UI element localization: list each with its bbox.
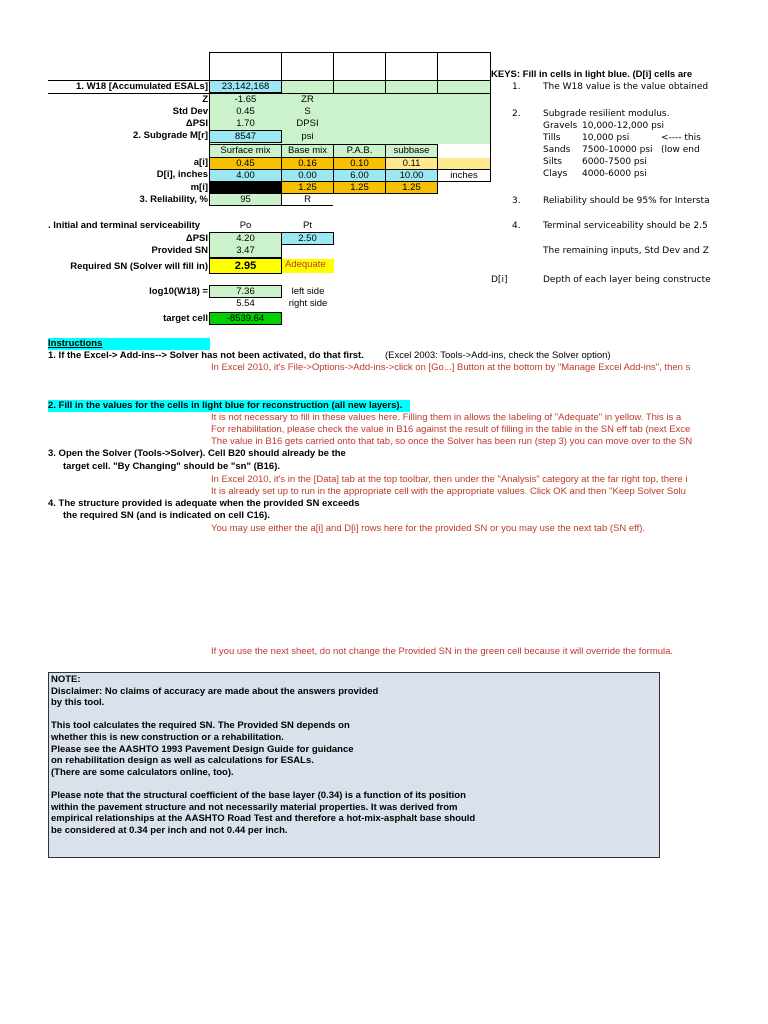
adequacy-badge: Adequate: [282, 259, 334, 273]
note-line: NOTE:: [51, 674, 81, 685]
di-label: D[i], inches: [156, 169, 208, 180]
z-label: Z: [202, 94, 208, 105]
soil-name: Silts: [543, 157, 562, 167]
dpsi-label: ΔPSI: [185, 118, 208, 129]
instruction-3: 3. Open the Solver (Tools->Solver). Cell B20 should already be the: [48, 448, 346, 459]
soil-name: Sands: [543, 145, 571, 155]
note-line: This tool calculates the required SN. The Provided SN depends on: [51, 720, 350, 732]
note-line: Please note that the structural coefficient of the base layer (0.34) is a function of its position: [51, 789, 466, 801]
grid-line: [209, 52, 491, 53]
note-line: by this tool.: [51, 697, 105, 709]
instruction-4: 4. The structure provided is adequate when the provided SN exceeds: [48, 498, 360, 509]
instruction-2: 2. Fill in the values for the cells in light blue for reconstruction (all new layers).: [48, 400, 410, 412]
provided-sn-label: Provided SN: [151, 245, 208, 256]
ai-label: a[i]: [193, 157, 208, 168]
mi-base[interactable]: 1.25: [282, 182, 333, 193]
dpsi-value[interactable]: 1.70: [236, 118, 255, 129]
soil-value: 7500-10000 psi: [582, 145, 653, 155]
instruction-3-b: target cell. "By Changing" should be "sn" (B16).: [63, 461, 281, 472]
subgrade-unit: psi: [301, 131, 314, 142]
note-line: on rehabilitation design as well as calculations for ESALs.: [51, 755, 314, 767]
instruction-2-detail-c: The value in B16 gets carried onto that tab, so once the Solver has been run (step 3) you can move over to the SN: [211, 436, 693, 447]
reliability-label: 3. Reliability, %: [139, 194, 208, 205]
mi-pab[interactable]: 1.25: [334, 182, 385, 193]
instruction-2-detail-b: For rehabilitation, please check the value in B16 against the result of filling in the table in the SN eff tab (next Exce: [211, 424, 691, 435]
serviceability-label: . Initial and terminal serviceability: [48, 220, 201, 231]
left-side-label: left side: [291, 286, 325, 297]
instructions-title: Instructions: [48, 338, 210, 350]
next-sheet-warning: If you use the next sheet, do not change the Provided SN in the green cell because it will override the formula.: [211, 646, 674, 657]
layer-header-surface: Surface mix: [210, 145, 281, 157]
soil-note: (low end: [661, 145, 700, 155]
soil-value: 10,000-12,000 psi: [582, 121, 664, 131]
soil-name: Gravels: [543, 121, 578, 131]
subgrade-input[interactable]: 8547: [209, 130, 282, 143]
po-value[interactable]: 4.20: [209, 232, 282, 245]
mi-subbase[interactable]: 1.25: [386, 182, 437, 193]
note-line: (There are some calculators online, too).: [51, 766, 234, 778]
stddev-value[interactable]: 0.45: [236, 106, 255, 117]
log-left-value[interactable]: 7.36: [209, 285, 282, 298]
key-2-text: Subgrade resilient modulus.: [543, 109, 670, 119]
mi-label: m[i]: [190, 182, 208, 193]
soil-value: 6000-7500 psi: [582, 157, 647, 167]
note-line: empirical relationships at the AASHTO Road Test and therefore a hot-mix-asphalt base should: [51, 813, 476, 825]
note-line: [51, 778, 657, 790]
key-1-text: The W18 value is the value obtained: [543, 82, 709, 92]
key-di-label: D[i]: [491, 275, 508, 285]
note-line: be considered at 0.34 per inch and not 0.44 per inch.: [51, 824, 288, 836]
keys-header: KEYS: Fill in cells in light blue. (D[i] cells are: [491, 69, 693, 80]
note-box: [48, 672, 660, 858]
ai-extra[interactable]: [438, 158, 490, 169]
key-4-text: Terminal serviceability should be 2.5: [543, 221, 708, 231]
instruction-3-detail-a: In Excel 2010, it's in the [Data] tab at the top toolbar, then under the "Analysis" category at the far right top, there i: [211, 474, 688, 485]
soil-note: <---- this: [661, 133, 701, 143]
di-pab[interactable]: 6.00: [333, 169, 386, 182]
stddev-label: Std Dev: [172, 106, 208, 117]
z-value[interactable]: -1.65: [234, 94, 257, 105]
note-line: within the pavement structure and not necessarily material properties. It was derived from: [51, 801, 458, 813]
layer-header-subbase: subbase: [386, 145, 437, 157]
note-line: Please see the AASHTO 1993 Pavement Design Guide for guidance: [51, 743, 354, 755]
soil-name: Tills: [543, 133, 561, 143]
soil-value: 4000-6000 psi: [582, 169, 647, 179]
pt-header: Pt: [303, 220, 312, 231]
required-sn-value[interactable]: 2.95: [209, 258, 282, 274]
note-line: Disclaimer: No claims of accuracy are made about the answers provided: [51, 685, 379, 697]
z-code: ZR: [301, 94, 314, 105]
note-line: [51, 709, 657, 721]
cell-d[interactable]: [334, 81, 385, 93]
key-3-number: 3.: [512, 196, 521, 206]
subgrade-label: 2. Subgrade M[r]: [133, 130, 208, 141]
target-cell-value[interactable]: -8539.64: [209, 312, 282, 325]
log-w18-label: log10(W18) =: [149, 286, 208, 297]
reliability-code: R: [304, 194, 311, 205]
reliability-value[interactable]: 95: [210, 194, 281, 205]
note-line: whether this is new construction or a rehabilitation.: [51, 731, 284, 743]
target-cell-label: target cell: [163, 313, 208, 324]
cell-c[interactable]: [282, 81, 333, 93]
di-surface[interactable]: 4.00: [209, 169, 282, 182]
ai-surface[interactable]: 0.45: [210, 158, 281, 169]
layer-header-base: Base mix: [282, 145, 333, 157]
grid-line: [209, 52, 210, 80]
di-base[interactable]: 0.00: [281, 169, 334, 182]
cell-f[interactable]: [438, 81, 490, 93]
w18-label: 1. W18 [Accumulated ESALs]: [76, 81, 208, 92]
layer-header-pab: P.A.B.: [334, 145, 385, 157]
mi-surface[interactable]: [210, 182, 281, 193]
provided-sn-value[interactable]: 3.47: [209, 245, 282, 258]
key-di-text: Depth of each layer being constructe: [543, 275, 711, 285]
instruction-3-detail-b: It is already set up to run in the appropriate cell with the appropriate values. Click OK and then "Keep Solver Solu: [211, 486, 686, 497]
di-subbase[interactable]: 10.00: [385, 169, 438, 182]
soil-value: 10,000 psi: [582, 133, 630, 143]
key-1-number: 1.: [512, 82, 521, 92]
log-right-value[interactable]: 5.54: [236, 298, 255, 309]
ai-pab[interactable]: 0.10: [334, 158, 385, 169]
soil-name: Clays: [543, 169, 568, 179]
instruction-1: 1. If the Excel-> Add-ins--> Solver has not been activated, do that first.: [48, 350, 364, 361]
instruction-4-detail: You may use either the a[i] and D[i] rows here for the provided SN or you may use the next tab (SN eff).: [211, 523, 646, 534]
w18-input[interactable]: 23,142,168: [209, 80, 282, 93]
key-2-number: 2.: [512, 109, 521, 119]
right-side-label: right side: [288, 298, 328, 309]
required-sn-label: Required SN (Solver will fill in): [70, 261, 208, 272]
dpsi-code: DPSI: [296, 118, 319, 129]
key-4-number: 4.: [512, 221, 521, 231]
pt-input[interactable]: 2.50: [281, 232, 334, 245]
instruction-4-b: the required SN (and is indicated on cell C16).: [63, 510, 270, 521]
key-3-text: Reliability should be 95% for Intersta: [543, 196, 710, 206]
instruction-1-detail: In Excel 2010, it's File->Options->Add-ins->click on [Go...] Button at the bottom by "Manage Excel Add-ins", then s: [211, 362, 691, 373]
instruction-1-note: (Excel 2003: Tools->Add-ins, check the Solver option): [385, 350, 611, 361]
po-header: Po: [239, 220, 252, 231]
instruction-2-detail-a: It is not necessary to fill in these values here. Filling them in allows the labeling of "Adequate" in yellow. This is a: [211, 412, 682, 423]
ai-base[interactable]: 0.16: [282, 158, 333, 169]
stddev-code: S: [304, 106, 311, 117]
serviceability-dpsi-label: ΔPSI: [185, 233, 208, 244]
di-unit: inches: [450, 170, 478, 181]
ai-subbase[interactable]: 0.11: [386, 158, 437, 169]
key-5-text: The remaining inputs, Std Dev and Z: [543, 246, 709, 256]
cell-e[interactable]: [386, 81, 437, 93]
